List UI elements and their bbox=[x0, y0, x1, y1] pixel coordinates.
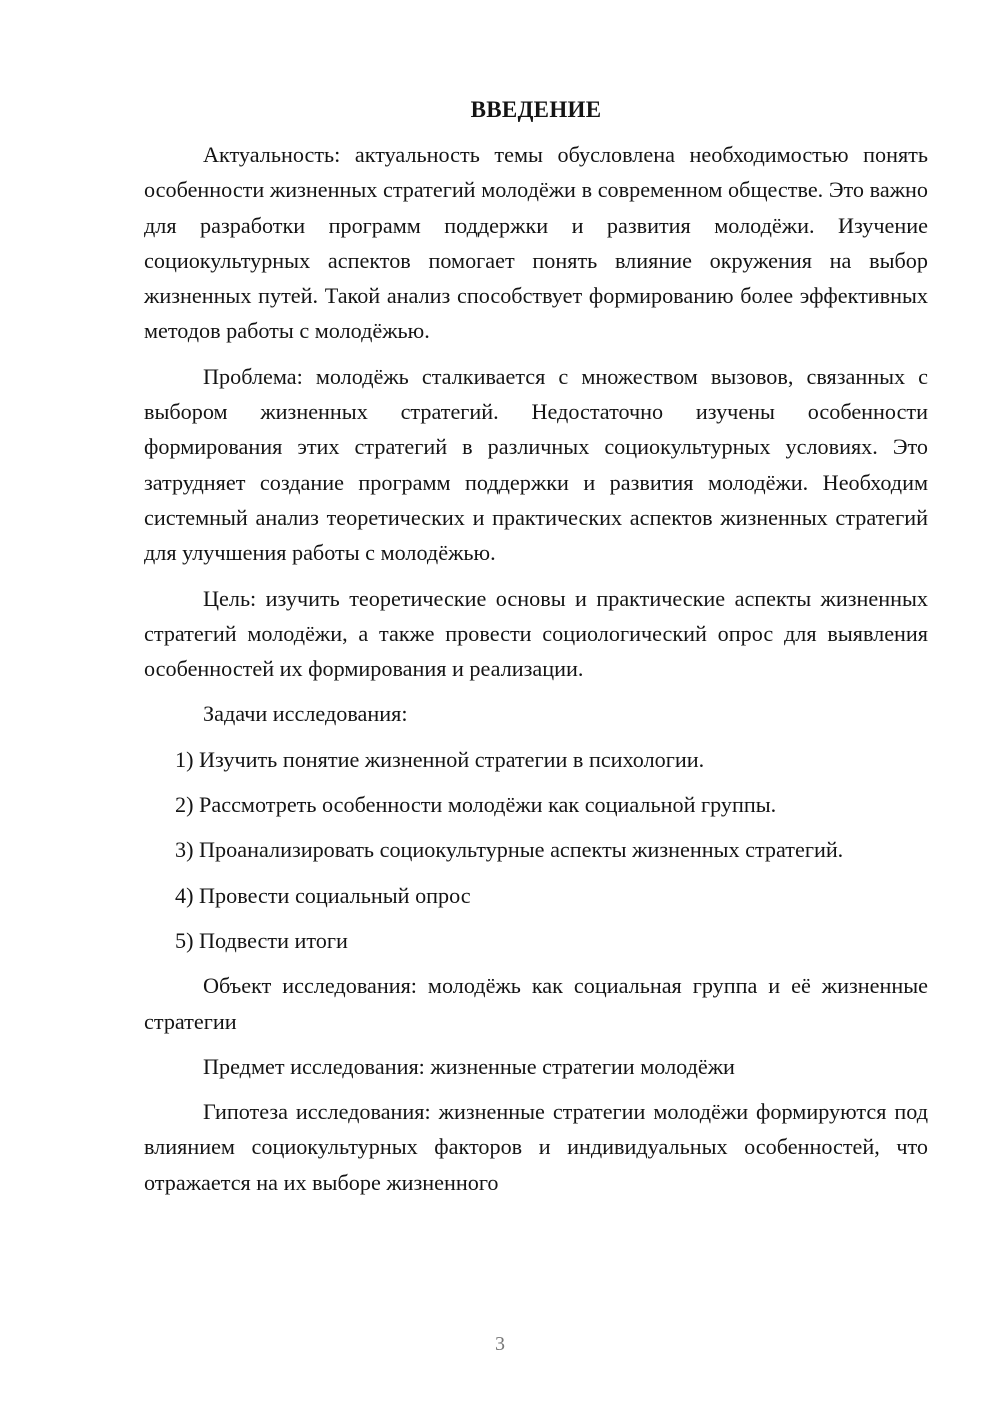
subject-paragraph: Предмет исследования: жизненные стратегии молодёжи bbox=[203, 1053, 735, 1079]
task-item: 4) Провести социальный опрос bbox=[175, 882, 471, 908]
object-paragraph: Объект исследования: молодёжь как социальная группа и её жизненные стратегии bbox=[144, 973, 928, 1034]
goal-paragraph: Цель: изучить теоретические основы и практические аспекты жизненных стратегий молодёжи, а также провести социологический опрос для выявления особенностей их формирования и реализации. bbox=[144, 585, 928, 682]
problem-paragraph: Проблема: молодёжь сталкивается с множеством вызовов, связанных с выбором жизненных стратегий. Недостаточно изучены особенности формирования этих стратегий в различных социокультурных условиях. Это затрудняет создание программ поддержки и развития молодёжи. Необходим системный анализ теоретических и практических аспектов жизненных стратегий для улучшения работы с молодёжью. bbox=[144, 363, 928, 566]
tasks-heading: Задачи исследования: bbox=[203, 701, 408, 727]
task-item: 2) Рассмотреть особенности молодёжи как социальной группы. bbox=[175, 792, 777, 818]
task-item: 5) Подвести итоги bbox=[175, 927, 348, 953]
page-title: ВВЕДЕНИЕ bbox=[470, 97, 602, 122]
task-item: 1) Изучить понятие жизненной стратегии в психологии. bbox=[175, 746, 705, 772]
task-item: 3) Проанализировать социокультурные аспекты жизненных стратегий. bbox=[175, 837, 844, 863]
hypothesis-paragraph: Гипотеза исследования: жизненные стратегии молодёжи формируются под влиянием социокультурных факторов и индивидуальных особенностей, что отражается на их выборе жизненного bbox=[144, 1099, 928, 1195]
page-number: 3 bbox=[495, 1333, 505, 1355]
relevance-paragraph: Актуальность: актуальность темы обусловлена необходимостью понять особенности жизненных стратегий молодёжи в современном обществе. Это важно для разработки программ поддержки и развития молодёжи. Изучение социокультурных аспектов помогает понять влияние окружения на выбор жизненных путей. Такой анализ способствует формированию более эффективных методов работы с молодёжью. bbox=[144, 142, 928, 344]
page-content bbox=[144, 92, 928, 1210]
